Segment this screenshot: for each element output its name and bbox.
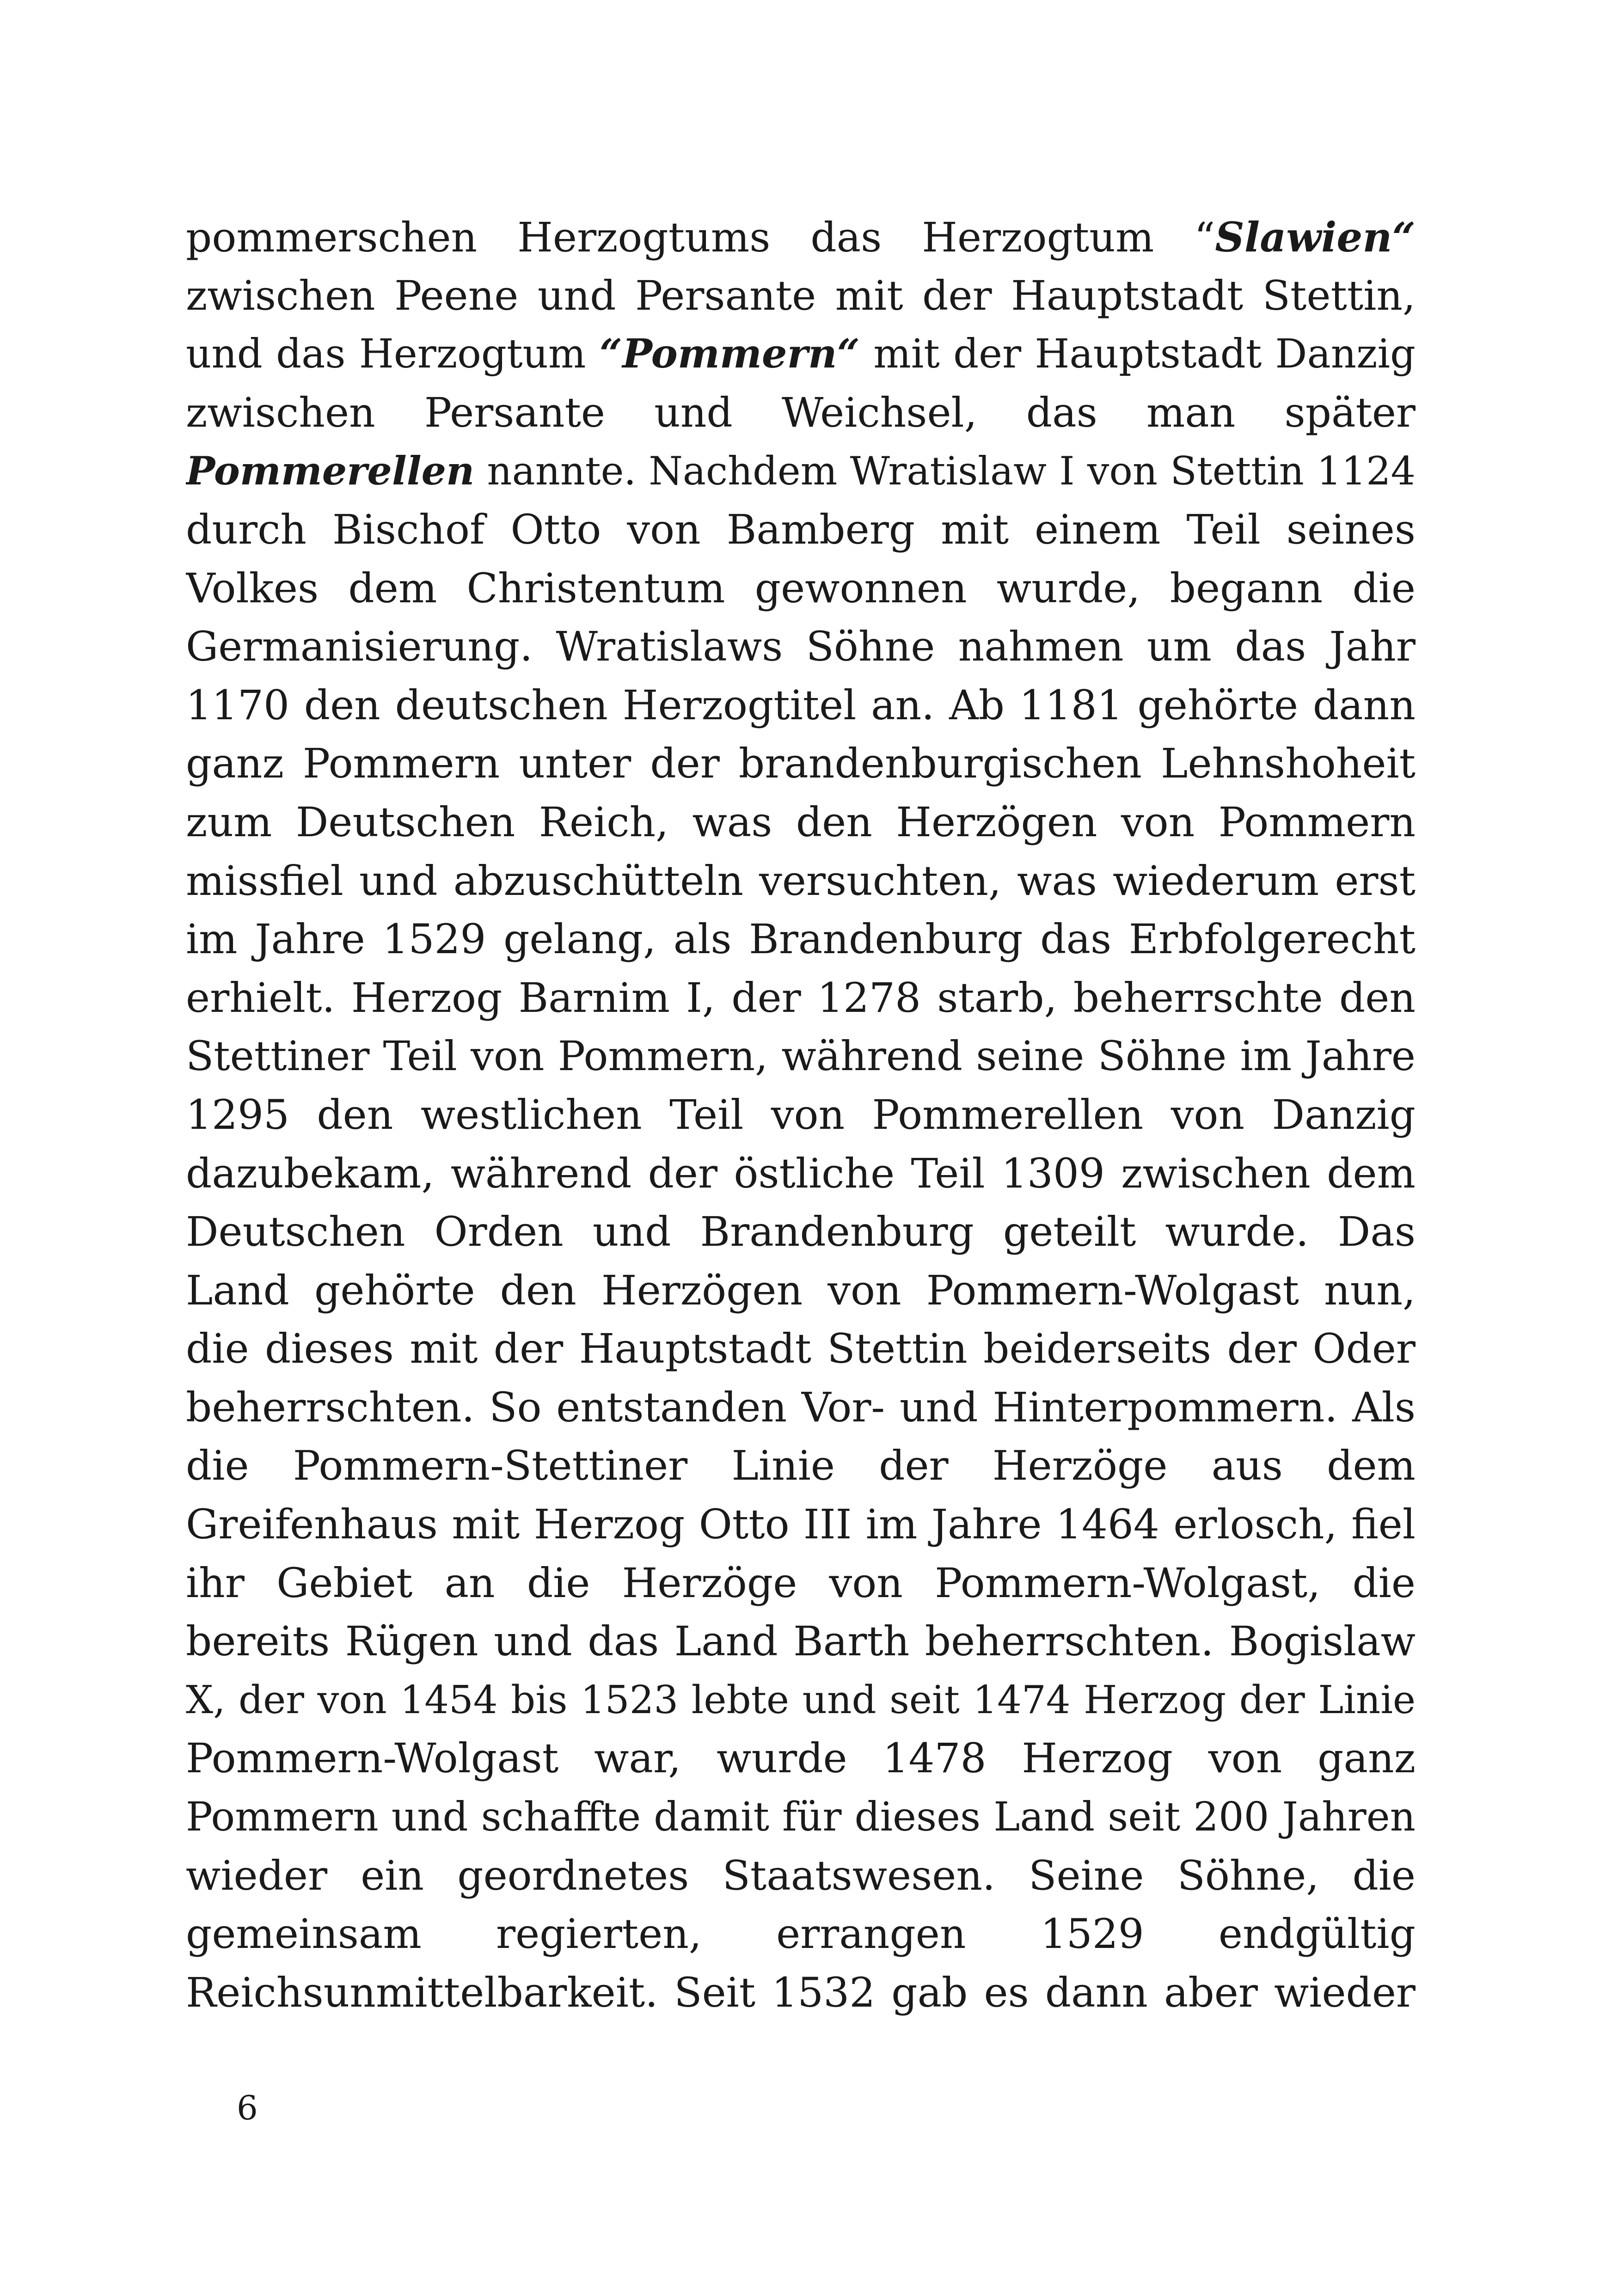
text-segment: Germanisierung. Wratislaws Söhne nahmen um das Jahr xyxy=(186,623,1416,671)
text-line xyxy=(186,501,1416,559)
text-line xyxy=(186,384,1416,442)
body-text xyxy=(186,208,1416,2022)
text-segment: zwischen Persante und Weichsel, das man später xyxy=(186,388,1416,436)
text-segment: die Pommern-Stettiner Linie der Herzöge aus dem xyxy=(186,1442,1416,1490)
text-segment: im Jahre 1529 gelang, als Brandenburg das Erbfolgerecht xyxy=(186,915,1416,963)
text-line xyxy=(186,1320,1416,1378)
text-line xyxy=(186,1495,1416,1554)
text-segment: Volkes dem Christentum gewonnen wurde, begann die xyxy=(186,564,1416,612)
text-line xyxy=(186,1203,1416,1261)
text-segment: Pommern und schaffte damit für dieses Land seit 200 Jahren xyxy=(186,1794,1416,1841)
text-line xyxy=(186,1437,1416,1495)
text-segment: die dieses mit der Hauptstadt Stettin beiderseits der Oder xyxy=(186,1325,1416,1373)
text-line xyxy=(186,1905,1416,1964)
page-number: 6 xyxy=(237,2088,258,2127)
text-line xyxy=(186,1378,1416,1437)
text-segment: mit der Hauptstadt Danzig xyxy=(859,331,1416,378)
text-segment: Pommern-Wolgast war, wurde 1478 Herzog von ganz xyxy=(186,1734,1416,1782)
text-line xyxy=(186,676,1416,735)
text-line xyxy=(186,1261,1416,1320)
text-segment: 1295 den westlichen Teil von Pommerellen von Danzig xyxy=(186,1090,1416,1139)
text-segment: nannte. Nachdem Wratislaw I von Stettin 1124 xyxy=(474,448,1416,494)
text-segment: beherrschten. So entstanden Vor- und Hinterpommern. Als xyxy=(186,1383,1416,1431)
text-segment: erhielt. Herzog Barnim I, der 1278 starb, beherrschte den xyxy=(186,974,1416,1022)
text-line xyxy=(186,325,1416,384)
text-segment: Stettiner Teil von Pommern, während seine Söhne im Jahre xyxy=(186,1032,1416,1080)
text-line xyxy=(186,208,1416,267)
text-line xyxy=(186,618,1416,676)
emphasized-text: Slawien“ xyxy=(1215,213,1416,261)
text-segment: zum Deutschen Reich, was den Herzögen von Pommern xyxy=(186,798,1416,846)
text-line xyxy=(186,852,1416,911)
text-line xyxy=(186,1086,1416,1145)
text-segment: wieder ein geordnetes Staatswesen. Seine Söhne, die xyxy=(186,1851,1416,1899)
text-segment: Greifenhaus mit Herzog Otto III im Jahre 1464 erlosch, fiel xyxy=(186,1500,1416,1549)
text-segment: und das Herzogtum xyxy=(186,331,600,378)
text-line xyxy=(186,1964,1416,2022)
text-line xyxy=(186,1554,1416,1613)
text-segment: dazubekam, während der östliche Teil 1309 zwischen dem xyxy=(186,1149,1416,1197)
text-line xyxy=(186,267,1416,325)
text-line xyxy=(186,735,1416,793)
text-segment: ihr Gebiet an die Herzöge von Pommern-Wolgast, die xyxy=(186,1559,1416,1607)
text-line xyxy=(186,969,1416,1028)
text-segment: durch Bischof Otto von Bamberg mit einem Teil seines xyxy=(186,505,1416,553)
text-line xyxy=(186,559,1416,618)
text-segment: zwischen Peene und Persante mit der Hauptstadt Stettin, xyxy=(186,271,1416,319)
text-line xyxy=(186,910,1416,969)
text-line xyxy=(186,1612,1416,1671)
text-line xyxy=(186,1671,1416,1730)
text-line xyxy=(186,1788,1416,1847)
text-line xyxy=(186,1729,1416,1788)
text-segment: 1170 den deutschen Herzogtitel an. Ab 1181 gehörte dann xyxy=(186,681,1416,729)
emphasized-text: Pommerellen xyxy=(186,448,475,494)
text-segment: missfiel und abzuschütteln versuchten, was wiederum erst xyxy=(186,857,1416,905)
text-segment: Reichsunmittelbarkeit. Seit 1532 gab es dann aber wieder xyxy=(186,1968,1416,2016)
text-segment: Land gehörte den Herzögen von Pommern-Wolgast nun, xyxy=(186,1266,1416,1314)
text-line xyxy=(186,1847,1416,1905)
text-segment: gemeinsam regierten, errangen 1529 endgültig xyxy=(186,1910,1416,1958)
emphasized-text: “Pommern“ xyxy=(599,331,860,378)
text-line xyxy=(186,1145,1416,1203)
text-segment: bereits Rügen und das Land Barth beherrschten. Bogislaw xyxy=(186,1617,1416,1665)
text-segment: pommerschen Herzogtums das Herzogtum “ xyxy=(186,214,1215,261)
text-line xyxy=(186,442,1416,501)
text-segment: X, der von 1454 bis 1523 lebte und seit 1474 Herzog der Linie xyxy=(186,1677,1416,1722)
text-line xyxy=(186,793,1416,852)
text-segment: ganz Pommern unter der brandenburgischen Lehnshoheit xyxy=(186,740,1416,788)
text-segment: Deutschen Orden und Brandenburg geteilt wurde. Das xyxy=(186,1208,1416,1256)
text-line xyxy=(186,1027,1416,1086)
